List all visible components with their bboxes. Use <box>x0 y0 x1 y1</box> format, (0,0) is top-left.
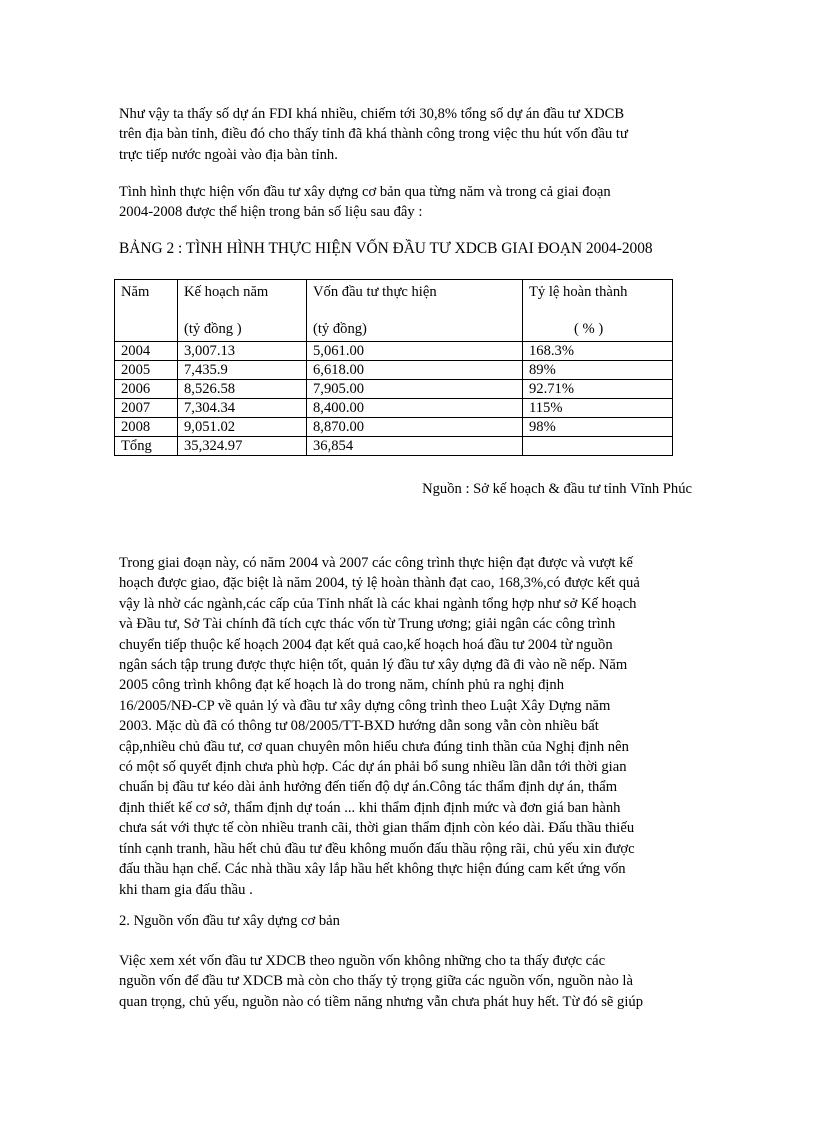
table-cell: 7,304.34 <box>178 399 307 418</box>
section-heading: 2. Nguồn vốn đầu tư xây dựng cơ bản <box>119 913 340 929</box>
text-line: định thiết kế cơ sở, thẩm định dự toán ... khi thẩm định định mức và đơn giá ban hành <box>119 799 621 816</box>
text-line: chưa sát với thực tế còn nhiều tranh cãi, thời gian thẩm định còn kéo dài. Đấu thầu thiếu <box>119 820 635 837</box>
text-line: và Đầu tư, Sở Tài chính đã tích cực thác vốn từ Trung ương; giải ngân các công trình <box>119 616 616 633</box>
text-line: 2004-2008 được thể hiện trong bản số liệu sau đây : <box>119 204 423 221</box>
header-cell-completion: Tỷ lệ hoàn thành ( % ) <box>523 280 673 342</box>
table-row <box>115 418 673 437</box>
text-line: 2005 công trình không đạt kế hoạch là do trong năm, chính phủ ra nghị định <box>119 677 565 694</box>
table-cell: 2006 <box>115 380 178 399</box>
header-cell-plan: Kế hoạch năm (tỷ đồng ) <box>178 280 307 342</box>
table-row-total <box>115 437 673 456</box>
table-cell: 115% <box>523 399 673 418</box>
table-cell: 3,007.13 <box>178 342 307 361</box>
table-cell: 5,061.00 <box>307 342 523 361</box>
table-cell: 2005 <box>115 361 178 380</box>
text-line: khi tham gia đấu thầu . <box>119 881 253 898</box>
table-cell: 168.3% <box>523 342 673 361</box>
text-line: Tình hình thực hiện vốn đầu tư xây dựng cơ bản qua từng năm và trong cả giai đoạn <box>119 184 611 200</box>
text-line: vậy là nhờ các ngành,các cấp của Tỉnh nhất là các khai ngành tổng hợp như sở Kế hoạch <box>119 595 637 612</box>
paragraph-analysis <box>119 553 699 900</box>
text-line: có một số quyết định chưa phù hợp. Các dự án phải bổ sung nhiều lần dẫn tới thời gian <box>119 759 627 776</box>
table-cell: 8,870.00 <box>307 418 523 437</box>
table-cell: 6,618.00 <box>307 361 523 380</box>
table-cell: Tổng <box>115 437 178 456</box>
table-row <box>115 380 673 399</box>
table-title: BẢNG 2 : TÌNH HÌNH THỰC HIỆN VỐN ĐẦU TƯ XDCB GIAI ĐOẠN 2004-2008 <box>119 240 653 257</box>
investment-table <box>114 279 673 456</box>
table-cell: 7,905.00 <box>307 380 523 399</box>
paragraph-fdi-summary <box>119 104 699 165</box>
table-cell: 35,324.97 <box>178 437 307 456</box>
text-line: đấu thầu hạn chế. Các nhà thầu xây lắp hầu hết không thực hiện đúng cam kết ứng vốn <box>119 861 626 878</box>
table-cell: 8,400.00 <box>307 399 523 418</box>
table-cell: 2007 <box>115 399 178 418</box>
text-line: cập,nhiều chủ đầu tư, cơ quan chuyên môn hiểu chưa đúng tinh thần của Nghị định nên <box>119 738 629 755</box>
text-line: trên địa bàn tỉnh, điều đó cho thấy tỉnh đã khá thành công trong việc thu hút vốn đầu tư <box>119 126 628 143</box>
text-line: tính cạnh tranh, hầu hết chủ đầu tư đều không muốn đấu thầu rộng rãi, chủ yếu xin được <box>119 840 635 857</box>
paragraph-capital-sources <box>119 951 699 1012</box>
text-line: 2003. Mặc dù đã có thông tư 08/2005/TT-BXD hướng dẫn song vẫn còn nhiều bất <box>119 718 599 735</box>
table-source-note: Nguồn : Sở kế hoạch & đầu tư tỉnh Vĩnh Phúc <box>422 481 692 497</box>
text-line: Việc xem xét vốn đầu tư XDCB theo nguồn vốn không những cho ta thấy được các <box>119 953 606 969</box>
table-cell: 89% <box>523 361 673 380</box>
table-cell: 9,051.02 <box>178 418 307 437</box>
text-line: Như vậy ta thấy số dự án FDI khá nhiều, chiếm tới 30,8% tổng số dự án đầu tư XDCB <box>119 106 625 122</box>
text-line: Trong giai đoạn này, có năm 2004 và 2007 các công trình thực hiện đạt được và vượt kế <box>119 555 633 571</box>
table-header-row <box>115 280 673 342</box>
header-cell-year: Năm <box>115 280 178 342</box>
header-cell-actual: Vốn đầu tư thực hiện (tỷ đồng) <box>307 280 523 342</box>
paragraph-table-intro <box>119 182 699 223</box>
table-row <box>115 361 673 380</box>
text-line: ngân sách tập trung được thực hiện tốt, quản lý đầu tư xây dựng đã đi vào nề nếp. Năm <box>119 657 628 674</box>
text-line: trực tiếp nước ngoài vào địa bàn tỉnh. <box>119 146 338 163</box>
text-line: chuẩn bị đầu tư kéo dài ảnh hưởng đến tiến độ dự án.Công tác thẩm định dự án, thẩm <box>119 779 618 796</box>
text-line: 16/2005/NĐ-CP về quản lý và đầu tư xây dựng công trình theo Luật Xây Dựng năm <box>119 697 611 714</box>
table-cell: 36,854 <box>307 437 523 456</box>
table-cell: 98% <box>523 418 673 437</box>
table-cell: 7,435.9 <box>178 361 307 380</box>
table-row <box>115 399 673 418</box>
table-cell: 2008 <box>115 418 178 437</box>
text-line: nguồn vốn để đầu tư XDCB mà còn cho thấy tỷ trọng giữa các nguồn vốn, nguồn nào là <box>119 973 633 990</box>
table-cell: 8,526.58 <box>178 380 307 399</box>
table-row <box>115 342 673 361</box>
text-line: quan trọng, chủ yếu, nguồn nào có tiềm năng nhưng vẫn chưa phát huy hết. Từ đó sẽ giúp <box>119 993 643 1010</box>
table-cell: 2004 <box>115 342 178 361</box>
text-line: chuyển tiếp thuộc kế hoạch 2004 đạt kết quả cao,kế hoạch hoá đầu tư 2004 từ nguồn <box>119 636 613 653</box>
table-cell: 92.71% <box>523 380 673 399</box>
text-line: hoạch được giao, đặc biệt là năm 2004, tỷ lệ hoàn thành đạt cao, 168,3%,có được kết quả <box>119 575 640 592</box>
table-cell <box>523 437 673 456</box>
